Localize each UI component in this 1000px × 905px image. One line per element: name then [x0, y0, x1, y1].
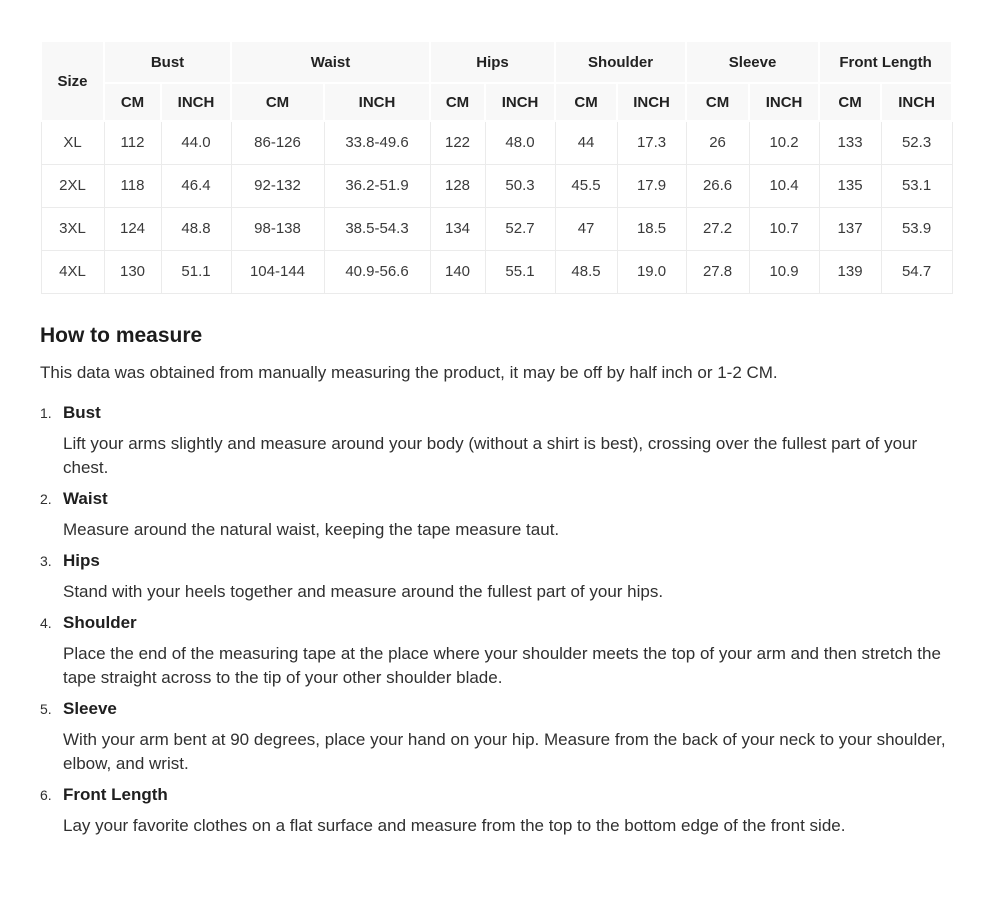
measurement-step-waist	[40, 487, 950, 542]
step-description: Measure around the natural waist, keeping the tape measure taut.	[63, 519, 560, 539]
measurement-cell: 122	[430, 121, 485, 164]
unit-header-cm: CM	[430, 83, 485, 121]
unit-header-inch: INCH	[749, 83, 819, 121]
unit-header-cm: CM	[819, 83, 881, 121]
step-description: Lift your arms slightly and measure around your body (without a shirt is best), crossing over the fullest part of your chest.	[63, 433, 918, 477]
measurement-cell: 17.3	[617, 121, 686, 164]
measurement-cell: 10.4	[749, 164, 819, 207]
table-group-header-row	[41, 41, 952, 83]
measurement-cell: 134	[430, 207, 485, 250]
measurement-step-sleeve	[40, 697, 950, 776]
measurement-cell: 44	[555, 121, 617, 164]
measurement-cell: 130	[104, 250, 161, 293]
measurement-cell: 10.9	[749, 250, 819, 293]
measurement-cell: 53.1	[881, 164, 952, 207]
column-header-sleeve: Sleeve	[686, 41, 819, 83]
measurement-cell: 140	[430, 250, 485, 293]
table-row	[41, 164, 952, 207]
measurement-cell: 137	[819, 207, 881, 250]
step-description: Stand with your heels together and measure around the fullest part of your hips.	[63, 581, 664, 601]
size-cell: 2XL	[41, 164, 104, 207]
measurement-cell: 33.8-49.6	[324, 121, 430, 164]
table-row	[41, 207, 952, 250]
measurement-cell: 54.7	[881, 250, 952, 293]
measurement-cell: 133	[819, 121, 881, 164]
unit-header-cm: CM	[231, 83, 324, 121]
unit-header-inch: INCH	[617, 83, 686, 121]
unit-header-inch: INCH	[881, 83, 952, 121]
measurement-cell: 86-126	[231, 121, 324, 164]
column-header-bust: Bust	[104, 41, 231, 83]
step-term: Bust	[63, 402, 101, 422]
measurement-cell: 38.5-54.3	[324, 207, 430, 250]
measurement-cell: 17.9	[617, 164, 686, 207]
measurement-cell: 55.1	[485, 250, 555, 293]
measurement-cell: 50.3	[485, 164, 555, 207]
measurement-step-shoulder	[40, 611, 950, 690]
measurement-cell: 40.9-56.6	[324, 250, 430, 293]
unit-header-inch: INCH	[161, 83, 231, 121]
measurement-cell: 18.5	[617, 207, 686, 250]
measurement-cell: 27.8	[686, 250, 749, 293]
measurement-cell: 10.7	[749, 207, 819, 250]
measurement-step-hips	[40, 549, 950, 604]
column-header-size: Size	[41, 41, 104, 121]
step-term: Waist	[63, 488, 108, 508]
step-description: Lay your favorite clothes on a flat surface and measure from the top to the bottom edge of the front side.	[63, 815, 846, 835]
measurement-cell: 139	[819, 250, 881, 293]
size-cell: 4XL	[41, 250, 104, 293]
table-row	[41, 121, 952, 164]
measurement-cell: 92-132	[231, 164, 324, 207]
measurement-cell: 26.6	[686, 164, 749, 207]
measurement-cell: 36.2-51.9	[324, 164, 430, 207]
measurement-cell: 48.8	[161, 207, 231, 250]
step-number: 6.	[40, 786, 52, 803]
measurement-cell: 26	[686, 121, 749, 164]
table-unit-header-row	[41, 83, 952, 121]
column-header-shoulder: Shoulder	[555, 41, 686, 83]
measurement-cell: 53.9	[881, 207, 952, 250]
column-header-waist: Waist	[231, 41, 430, 83]
column-header-front-length: Front Length	[819, 41, 952, 83]
size-cell: 3XL	[41, 207, 104, 250]
measurement-cell: 124	[104, 207, 161, 250]
step-term: Sleeve	[63, 698, 117, 718]
measurement-cell: 47	[555, 207, 617, 250]
size-cell: XL	[41, 121, 104, 164]
step-number: 5.	[40, 700, 52, 717]
measurement-cell: 52.7	[485, 207, 555, 250]
measurement-cell: 27.2	[686, 207, 749, 250]
measurement-cell: 98-138	[231, 207, 324, 250]
unit-header-inch: INCH	[324, 83, 430, 121]
step-number: 2.	[40, 490, 52, 507]
measurement-cell: 52.3	[881, 121, 952, 164]
measurement-cell: 46.4	[161, 164, 231, 207]
section-title: How to measure	[40, 323, 203, 347]
measurement-cell: 48.0	[485, 121, 555, 164]
unit-header-cm: CM	[555, 83, 617, 121]
unit-header-inch: INCH	[485, 83, 555, 121]
measurement-cell: 104-144	[231, 250, 324, 293]
step-term: Front Length	[63, 784, 168, 804]
measurement-cell: 48.5	[555, 250, 617, 293]
measurement-cell: 44.0	[161, 121, 231, 164]
step-description: With your arm bent at 90 degrees, place your hand on your hip. Measure from the back of your neck to your shoulder, elbow, and wrist.	[63, 729, 946, 773]
measurement-cell: 10.2	[749, 121, 819, 164]
measurement-cell: 135	[819, 164, 881, 207]
measurement-cell: 51.1	[161, 250, 231, 293]
measurement-cell: 45.5	[555, 164, 617, 207]
how-to-measure-section	[40, 324, 950, 838]
size-chart-table	[40, 40, 953, 294]
step-term: Hips	[63, 550, 100, 570]
measurement-cell: 118	[104, 164, 161, 207]
measurement-cell: 19.0	[617, 250, 686, 293]
unit-header-cm: CM	[104, 83, 161, 121]
measurement-cell: 112	[104, 121, 161, 164]
measurement-cell: 128	[430, 164, 485, 207]
step-description: Place the end of the measuring tape at the place where your shoulder meets the top of your arm and then stretch the tape straight across to the tip of your other shoulder blade.	[63, 643, 941, 687]
unit-header-cm: CM	[686, 83, 749, 121]
table-row	[41, 250, 952, 293]
step-number: 4.	[40, 614, 52, 631]
measurement-steps-list	[40, 401, 950, 838]
measurement-disclaimer: This data was obtained from manually measuring the product, it may be off by half inch or 1-2 CM.	[40, 362, 778, 382]
measurement-step-bust	[40, 401, 950, 480]
step-number: 3.	[40, 552, 52, 569]
measurement-step-front-length	[40, 783, 950, 838]
step-number: 1.	[40, 404, 52, 421]
column-header-hips: Hips	[430, 41, 555, 83]
step-term: Shoulder	[63, 612, 137, 632]
